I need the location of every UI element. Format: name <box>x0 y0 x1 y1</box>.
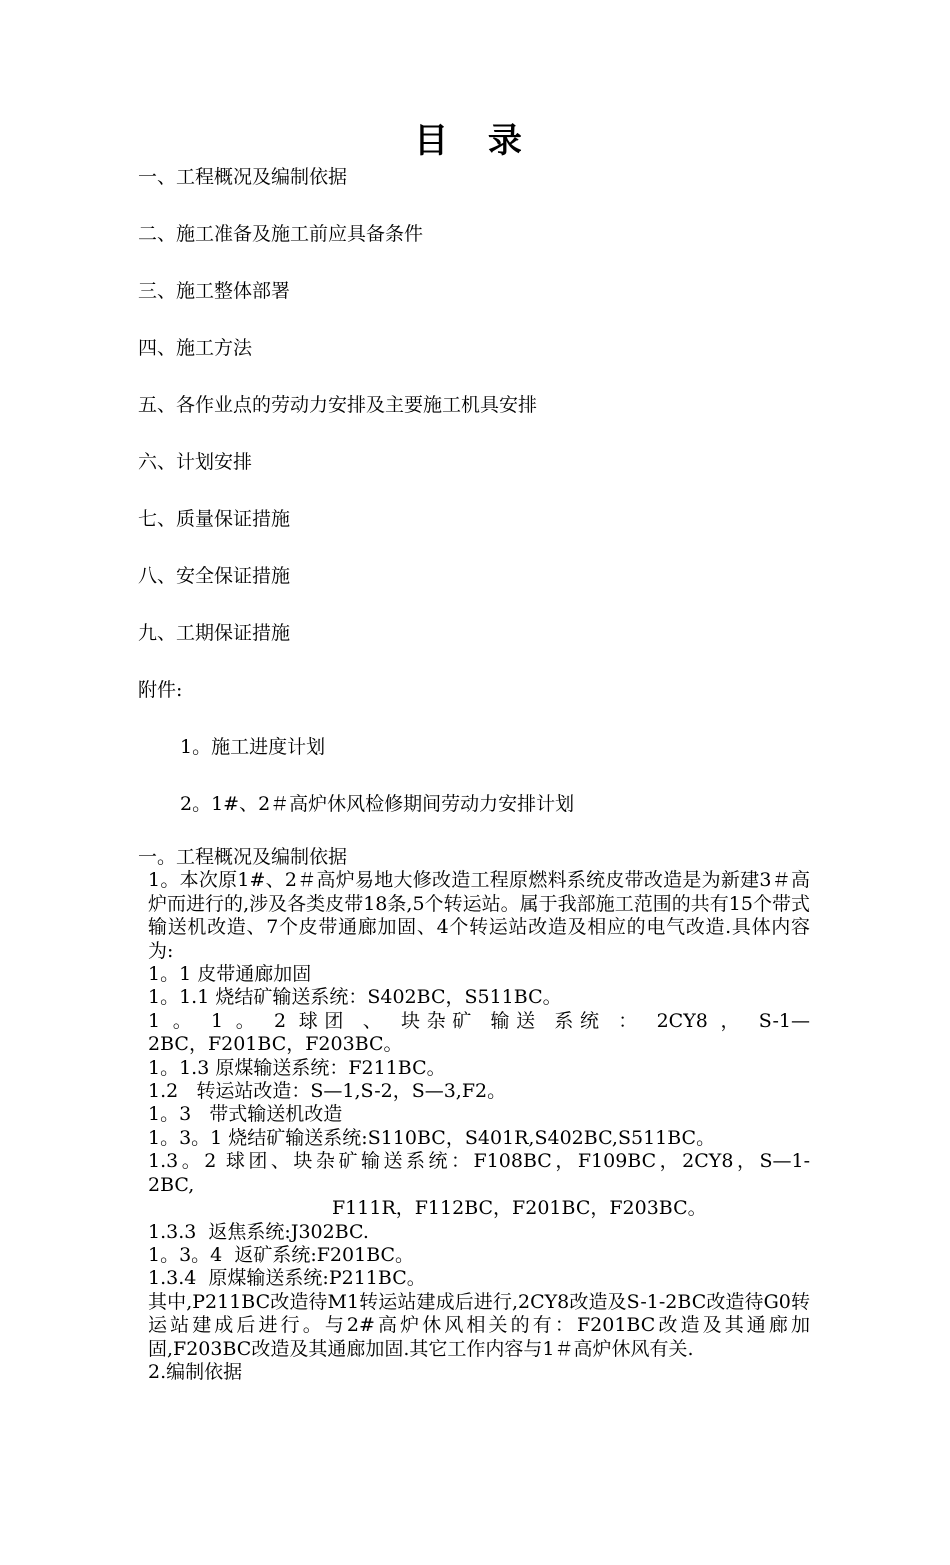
item-line: 1。3。1 烧结矿输送系统:S110BC，S401R,S402BC,S511BC。 <box>148 1126 716 1149</box>
toc-item: 二、施工准备及施工前应具备条件 <box>138 223 424 245</box>
item-line: 1.3.4 原煤输送系统:P211BC。 <box>148 1267 426 1290</box>
closing-paragraph: 其中,P211BC改造待M1转运站建成后进行,2CY8改造及S-1-2BC改造待G0转运站建成后进行。与2#高炉休风相关的有：F201BC改造及其通廊加固,F203BC改造及其通廊加固.其它工作内容与1＃高炉休风有关. <box>148 1290 810 1360</box>
item-line: 2BC, <box>148 1173 195 1196</box>
item-line: 2BC，F201BC，F203BC。 <box>148 1033 403 1056</box>
item-line: 1.3.3 返焦系统:J302BC. <box>148 1220 369 1243</box>
toc-item: 六、计划安排 <box>138 451 253 473</box>
toc-item: 九、工期保证措施 <box>138 622 291 644</box>
item-line: F111R，F112BC，F201BC，F203BC。 <box>332 1197 707 1220</box>
section-overview <box>138 846 810 1384</box>
item-line: 1。1.1 烧结矿输送系统：S402BC，S511BC。 <box>148 986 562 1009</box>
table-of-contents <box>138 162 838 846</box>
toc-item: 一、工程概况及编制依据 <box>138 166 348 188</box>
toc-attachment-item: 1。施工进度计划 <box>180 736 326 758</box>
toc-attachments-label: 附件: <box>138 679 183 701</box>
item-line: 1.3。2 球团、块杂矿输送系统：F108BC，F109BC，2CY8，S—1- <box>148 1150 810 1173</box>
section-subheading: 2.编制依据 <box>148 1360 243 1383</box>
toc-item: 四、施工方法 <box>138 337 253 359</box>
intro-paragraph <box>138 869 810 1384</box>
item-line: 1 。 1 。 2 球团 、 块杂矿 输送 系统 ： 2CY8 ， S-1— <box>148 1009 810 1032</box>
section-heading: 一。工程概况及编制依据 <box>138 846 348 868</box>
toc-item: 八、安全保证措施 <box>138 565 291 587</box>
item-line: 1。3 带式输送机改造 <box>148 1103 343 1126</box>
toc-item: 七、质量保证措施 <box>138 508 291 530</box>
toc-item: 三、施工整体部署 <box>138 280 291 302</box>
item-line: 1.2 转运站改造：S—1,S-2，S—3,F2。 <box>148 1080 507 1103</box>
item-line: 1。1 皮带通廊加固 <box>148 963 312 986</box>
item-line: 1。1.3 原煤输送系统：F211BC。 <box>148 1056 446 1079</box>
toc-item: 五、各作业点的劳动力安排及主要施工机具安排 <box>138 394 538 416</box>
item-line: 1。3。4 返矿系统:F201BC。 <box>148 1243 415 1266</box>
intro-text: 1。本次原1#、2＃高炉易地大修改造工程原燃料系统皮带改造是为新建3＃高炉而进行的,涉及各类皮带18条,5个转运站。属于我部施工范围的共有15个带式输送机改造、7个皮带通廊加固、4个转运站改造及相应的电气改造.具体内容为: <box>148 869 810 962</box>
toc-attachment-item: 2。1#、2＃高炉休风检修期间劳动力安排计划 <box>180 793 575 815</box>
page-title: 目 录 <box>414 121 536 161</box>
